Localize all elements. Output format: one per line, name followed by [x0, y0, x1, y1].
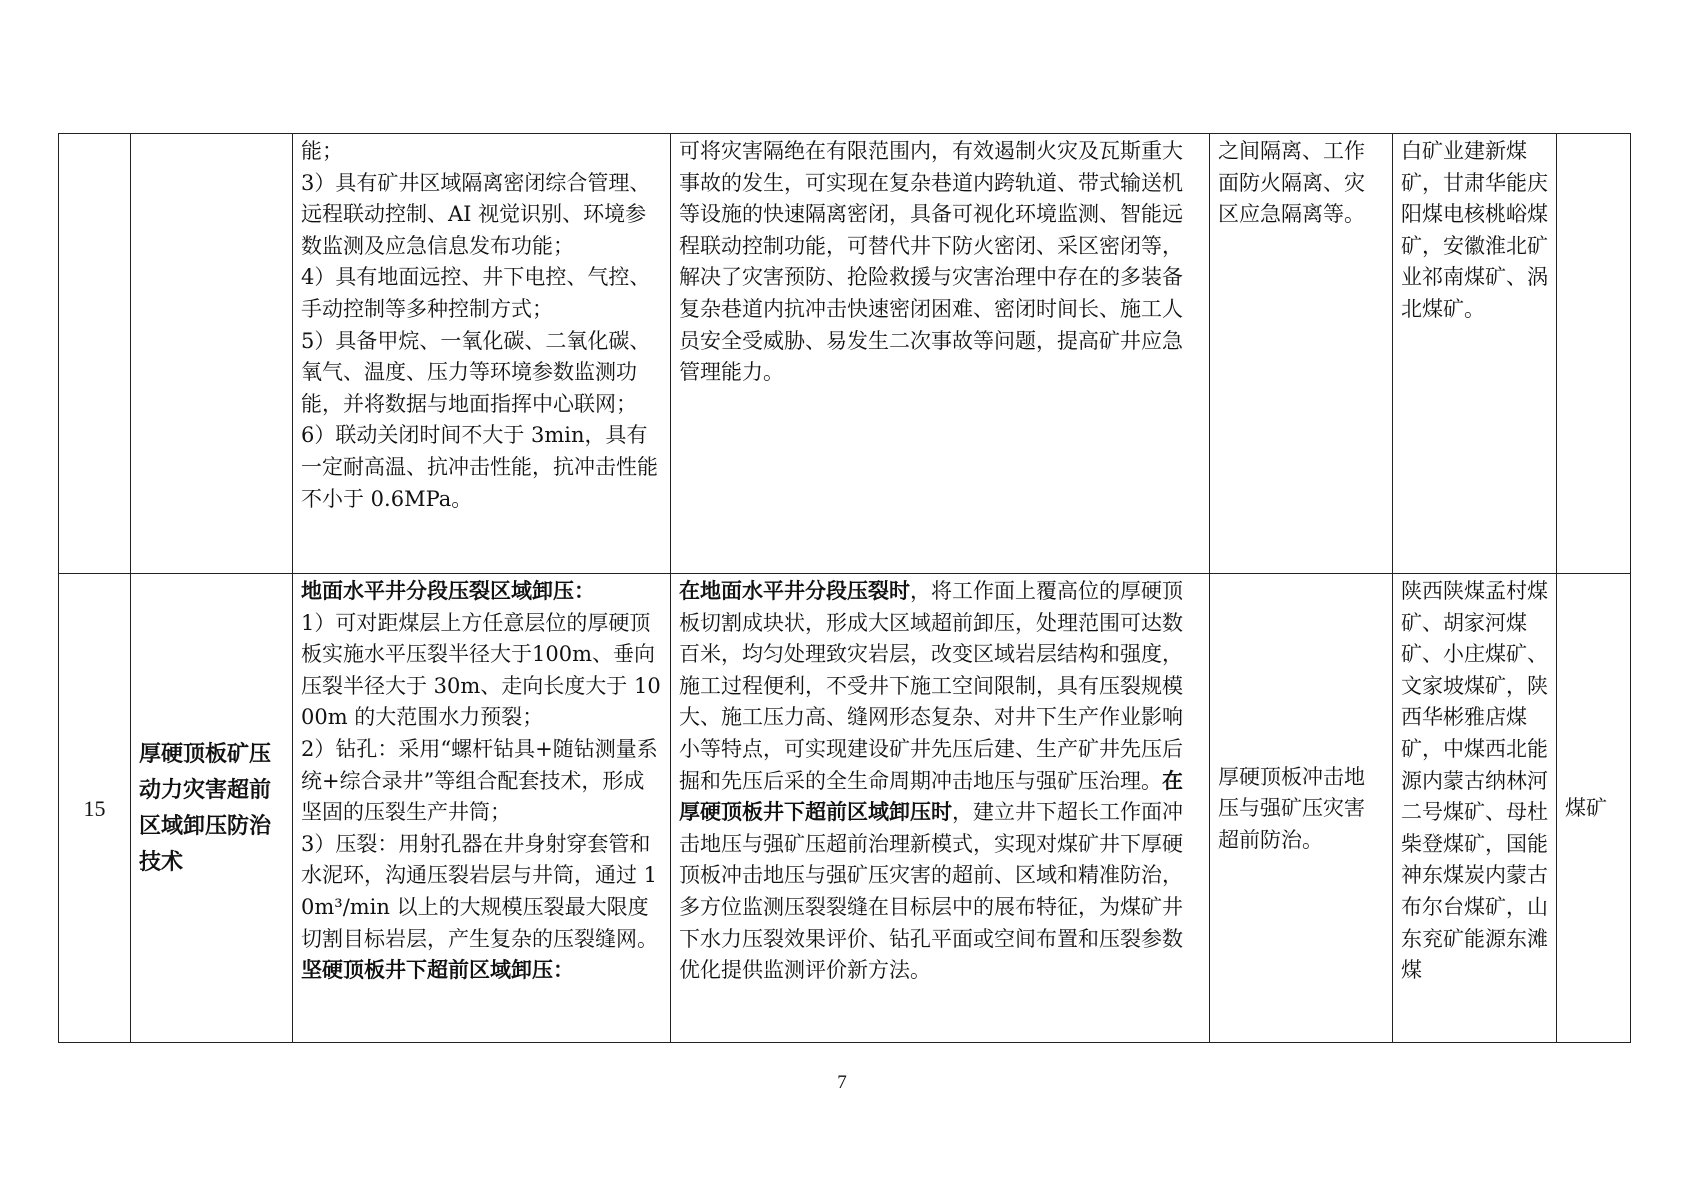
cell-application: 之间隔离、工作面防火隔离、灾区应急隔离等。	[1210, 134, 1393, 574]
table-row-15	[59, 574, 1631, 1043]
feature-line: 3）具有矿井区域隔离密闭综合管理、远程联动控制、AI 视觉识别、环境参数监测及应急信息发布功能；	[301, 170, 651, 258]
feature-line: 6）联动关闭时间不大于 3min，具有一定耐高温、抗冲击性能，抗冲击性能不小于 0.6MPa。	[301, 423, 658, 511]
cell-index	[59, 134, 131, 574]
page-number: 7	[837, 1072, 847, 1093]
desc-text-1: ，将工作面上覆高位的厚硬顶板切割成块状，形成大区域超前卸压，处理范围可达数百米，均匀处理致灾岩层，改变区域岩层结构和强度，施工过程便利，不受井下施工空间限制，具有压裂规模大、施工压力高、缝网形态复杂、对井下生产作业影响小等特点，可实现建设矿井先压后建、生产矿井先压后掘和先压后采的全生命周期冲击地压与强矿压治理。	[679, 579, 1183, 793]
cell-cases: 陕西陕煤孟村煤矿、胡家河煤矿、小庄煤矿、文家坡煤矿，陕西华彬雅店煤矿，中煤西北能源内蒙古纳林河二号煤矿、母杜柴登煤矿，国能神东煤炭内蒙古布尔台煤矿，山东兖矿能源东滩煤	[1393, 574, 1557, 1043]
cell-tech-name	[131, 134, 293, 574]
cell-cases: 白矿业建新煤矿，甘肃华能庆阳煤电核桃峪煤矿，安徽淮北矿业祁南煤矿、涡北煤矿。	[1393, 134, 1557, 574]
cell-index: 15	[59, 574, 131, 1043]
desc-bold-2: 在厚硬顶板井下超前区域卸压时	[679, 768, 1183, 825]
feature-line: 4）具有地面远控、井下电控、气控、手动控制等多种控制方式；	[301, 265, 651, 321]
cell-description	[671, 574, 1210, 1043]
feature-heading: 地面水平井分段压裂区域卸压：	[301, 579, 595, 603]
feature-line: 2）钻孔：采用“螺杆钻具+随钻测量系统+综合录井”等组合配套技术，形成坚固的压裂生产井筒；	[301, 736, 658, 825]
desc-bold-1: 在地面水平井分段压裂时	[679, 579, 910, 603]
feature-line: 5）具备甲烷、一氧化碳、二氧化碳、氧气、温度、压力等环境参数监测功能，并将数据与地面指挥中心联网；	[301, 328, 651, 416]
table-row-continued	[59, 134, 1631, 574]
cell-features	[293, 574, 671, 1043]
feature-line: 3）压裂：用射孔器在井身射穿套管和水泥环，沟通压裂岩层与井筒，通过 10m³/min 以上的大规模压裂最大限度切割目标岩层，产生复杂的压裂缝网。	[301, 831, 658, 951]
cell-industry	[1557, 134, 1631, 574]
cell-tech-name: 厚硬顶板矿压动力灾害超前区域卸压防治技术	[131, 574, 293, 1043]
feature-heading-2: 坚硬顶板井下超前区域卸压：	[301, 958, 574, 983]
cell-industry: 煤矿	[1557, 574, 1631, 1043]
cell-application: 厚硬顶板冲击地压与强矿压灾害超前防治。	[1210, 574, 1393, 1043]
technology-table	[58, 133, 1631, 1043]
feature-line: 1）可对距煤层上方任意层位的厚硬顶板实施水平压裂半径大于100m、垂向压裂半径大于 30m、走向长度大于 1000m 的大范围水力预裂；	[301, 610, 661, 730]
cell-features	[293, 134, 671, 574]
feature-line: 能；	[301, 139, 343, 163]
desc-text-2: ，建立井下超长工作面冲击地压与强矿压超前治理新模式，实现对煤矿井下厚硬顶板冲击地压与强矿压灾害的超前、区域和精准防治，多方位监测压裂裂缝在目标层中的展布特征，为煤矿井下水力压裂效果评价、钻孔平面或空间布置和压裂参数优化提供监测评价新方法。	[679, 800, 1183, 983]
cell-description: 可将灾害隔绝在有限范围内，有效遏制火灾及瓦斯重大事故的发生，可实现在复杂巷道内跨轨道、带式输送机等设施的快速隔离密闭，具备可视化环境监测、智能远程联动控制功能，可替代井下防火密闭、采区密闭等，解决了灾害预防、抢险救援与灾害治理中存在的多装备复杂巷道内抗冲击快速密闭困难、密闭时间长、施工人员安全受威胁、易发生二次事故等问题，提高矿井应急管理能力。	[671, 134, 1210, 574]
